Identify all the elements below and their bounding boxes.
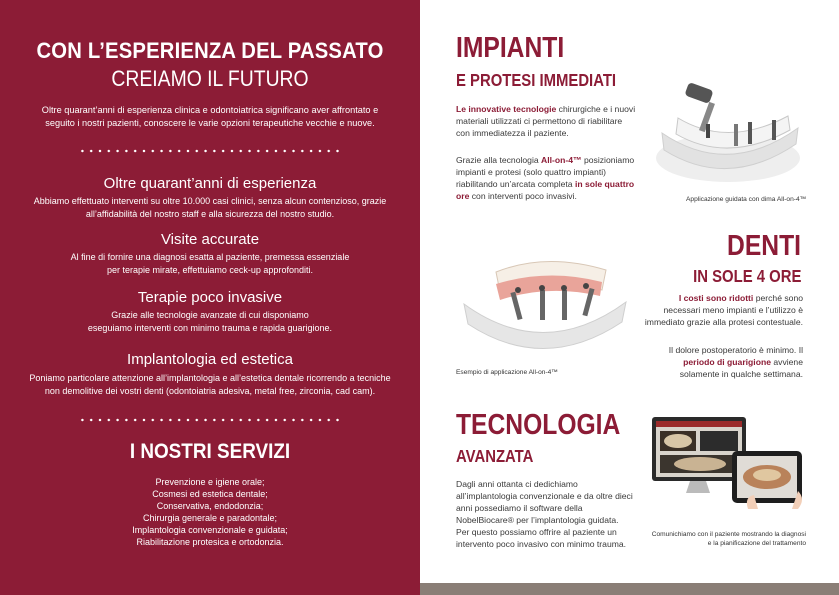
feature-text-experience: Abbiamo effettuato interventi su oltre 10.000 casi clinici, senza alcun contenzioso, grazie all’affidabilità del nostro staff e alla sicurezza del nostro studio. bbox=[33, 196, 387, 219]
bottom-bar bbox=[420, 583, 839, 595]
impianti-p2-c: con interventi poco invasivi. bbox=[469, 191, 577, 201]
dotted-divider bbox=[78, 418, 342, 422]
tecnologia-title: TECNOLOGIA bbox=[456, 409, 621, 441]
impianti-subtitle: E PROTESI IMMEDIATI bbox=[456, 70, 617, 90]
feature-text-therapies-line2: eseguiamo interventi con minimo trauma e rapida guarigione. bbox=[87, 322, 333, 333]
impianti-p2-bold1: All-on-4™ bbox=[541, 155, 582, 165]
feature-title-implantology: Implantologia ed estetica bbox=[127, 351, 293, 368]
feature-title-visits: Visite accurate bbox=[160, 231, 260, 248]
hero-subtitle: CREIAMO IL FUTURO bbox=[111, 66, 309, 91]
feature-title-therapies: Terapie poco invasive bbox=[137, 289, 283, 306]
tecnologia-paragraph: Dagli anni ottanta ci dedichiamo all’implantologia convenzionale e da oltre dieci anni possediamo il software della NobelBiocare® per l’implantologia guidata. Per questo possiamo offrire al paziente un intervento poco invasivo con minimo trauma. bbox=[456, 479, 633, 549]
denti-p2-bold: periodo di guarigione bbox=[683, 357, 771, 367]
impianti-paragraph-1 bbox=[456, 103, 636, 139]
hero-title: CON L’ESPERIENZA DEL PASSATO bbox=[36, 38, 384, 63]
feature-text-implantology-line2: non demolitive dei vostri denti (odontoiatria adesiva, metal free, zirconia, cad cam). bbox=[44, 385, 376, 396]
impianti-p1-bold: Le innovative tecnologie bbox=[456, 104, 557, 114]
feature-text-implantology-line1: Poniamo particolare attenzione all’implantologia e all’estetica dentale ricorrendo a tecniche bbox=[29, 373, 391, 383]
service-item: Riabilitazione protesica e ortodonzia. bbox=[136, 537, 284, 547]
feature-text-visits bbox=[20, 251, 400, 276]
feature-text-therapies-line1: Grazie alle tecnologie avanzate di cui disponiamo bbox=[111, 310, 309, 320]
impianti-p1-rest: chirurgiche e i nuovi materiali utilizzati ci permettono di riabilitare con immediatezza il paziente. bbox=[456, 104, 636, 138]
service-item: Conservativa, endodonzia; bbox=[156, 501, 264, 511]
tecnologia-caption bbox=[616, 530, 806, 548]
impianti-p2-bold2: in sole quattro ore bbox=[456, 179, 635, 201]
service-item: Chirurgia generale e paradontale; bbox=[142, 513, 278, 523]
feature-text-therapies bbox=[20, 309, 400, 334]
impianti-p2-a: Grazie alla tecnologia bbox=[456, 155, 542, 165]
services-list bbox=[60, 476, 360, 548]
impianti-title: IMPIANTI bbox=[456, 32, 565, 64]
denti-subtitle: IN SOLE 4 ORE bbox=[692, 266, 801, 286]
denti-p1-bold: I costi sono ridotti bbox=[678, 293, 754, 303]
denti-caption: Esempio di applicazione All-on-4™ bbox=[456, 369, 558, 376]
software-tablet-image bbox=[648, 413, 806, 525]
tecnologia-caption-line2: e la pianificazione del trattamento bbox=[707, 540, 806, 547]
impianti-caption: Applicazione guidata con dima All-on-4™ bbox=[686, 196, 807, 203]
service-item: Implantologia convenzionale e guidata; bbox=[132, 525, 288, 535]
denti-paragraph-2 bbox=[643, 344, 803, 380]
tecnologia-subtitle: AVANZATA bbox=[456, 446, 534, 466]
feature-text-visits-line2: per terapie mirate, effettuiamo ceck-up approfonditi. bbox=[107, 264, 313, 275]
all-on-4-image bbox=[456, 244, 632, 360]
denti-p2-b: avviene solamente in qualche settimana. bbox=[679, 357, 803, 379]
implant-guide-image bbox=[648, 78, 808, 190]
denti-p2-a: Il dolore postoperatorio è minimo. Il bbox=[668, 345, 803, 355]
services-title: I NOSTRI SERVIZI bbox=[129, 440, 291, 463]
dotted-divider bbox=[78, 149, 342, 153]
feature-text-implantology bbox=[20, 372, 400, 397]
denti-p1-rest: perché sono necessari meno impianti e l’utilizzo è immediato grazie alla protesi contestuale. bbox=[644, 293, 803, 327]
impianti-paragraph-2 bbox=[456, 154, 636, 202]
service-item: Prevenzione e igiene orale; bbox=[155, 477, 265, 487]
impianti-p2-b: posizioniamo impianti e protesi (solo quattro impianti) riabilitando un’arcata completa bbox=[456, 155, 635, 189]
tecnologia-caption-line1: Comunichiamo con il paziente mostrando la diagnosi bbox=[651, 531, 806, 538]
denti-title: DENTI bbox=[727, 230, 801, 262]
feature-text-visits-line1: Al fine di fornire una diagnosi esatta al paziente, premessa essenziale bbox=[70, 252, 350, 262]
hero-intro: Oltre quarant’anni di esperienza clinica e odontoiatrica significano aver affrontato e seguito i nostri pazienti, conoscere le varie opzioni terapeutiche vecchie e nuove. bbox=[41, 105, 379, 128]
denti-paragraph-1 bbox=[643, 292, 803, 328]
feature-title-experience: Oltre quarant’anni di esperienza bbox=[103, 175, 317, 192]
service-item: Cosmesi ed estetica dentale; bbox=[152, 489, 268, 499]
